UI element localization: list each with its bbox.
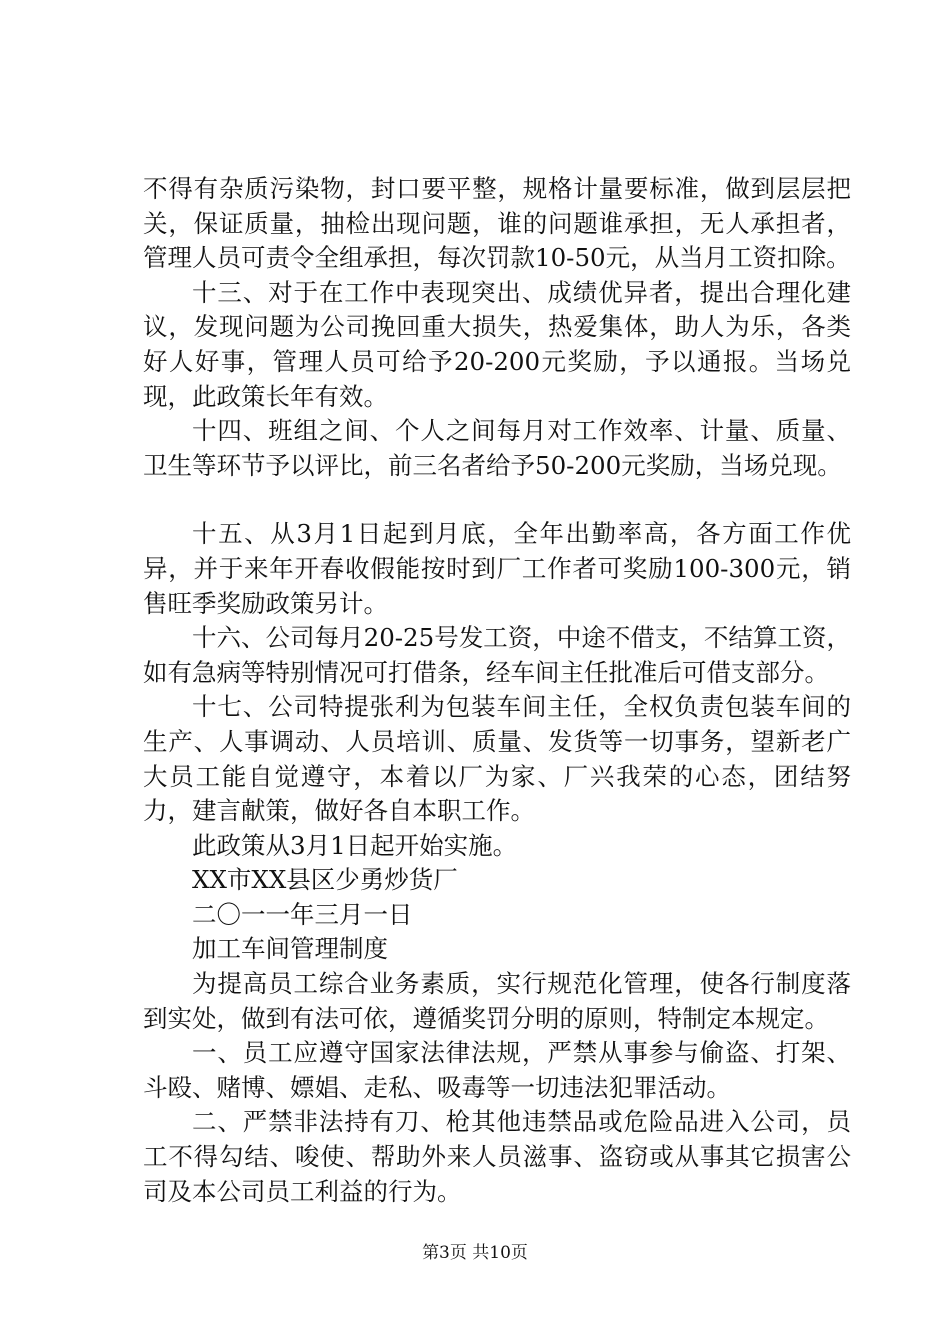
paragraph-rule-2: 二、严禁非法持有刀、枪其他违禁品或危险品进入公司，员工不得勾结、唆使、帮助外来人员滋事、盗窃或从事其它损害公司及本公司员工利益的行为。 — [143, 1107, 851, 1206]
paragraph-item-15: 十五、从3月1日起到月底，全年出勤率高，各方面工作优异，并于来年开春收假能按时到厂工作者可奖励100-300元，销售旺季奖励政策另计。 — [143, 519, 851, 618]
paragraph-rule-1: 一、员工应遵守国家法律法规，严禁从事参与偷盗、打架、斗殴、赌博、嫖娼、走私、吸毒等一切违法犯罪活动。 — [143, 1038, 851, 1102]
page-footer: 第3页 共10页 — [422, 1243, 528, 1263]
document-body — [143, 172, 851, 1209]
paragraph-issuer: XX市XX县区少勇炒货厂 — [192, 865, 458, 895]
section-title: 加工车间管理制度 — [192, 934, 388, 964]
paragraph-item-17: 十七、公司特提张利为包装车间主任，全权负责包装车间的生产、人事调动、人员培训、质量、发货等一切事务，望新老广大员工能自觉遵守，本着以厂为家、厂兴我荣的心态，团结努力，建言献策，做好各自本职工作。 — [143, 692, 851, 826]
paragraph-item-13: 十三、对于在工作中表现突出、成绩优异者，提出合理化建议，发现问题为公司挽回重大损失，热爱集体，助人为乐，各类好人好事，管理人员可给予20-200元奖励，予以通报。当场兑现，此政策长年有效。 — [143, 277, 851, 411]
paragraph-gap — [143, 483, 851, 517]
paragraph-item-14: 十四、班组之间、个人之间每月对工作效率、计量、质量、卫生等环节予以评比，前三名者给予50-200元奖励，当场兑现。 — [143, 416, 851, 480]
paragraph-preamble: 为提高员工综合业务素质，实行规范化管理，使各行制度落到实处，做到有法可依，遵循奖罚分明的原则，特制定本规定。 — [143, 969, 851, 1033]
paragraph-continuation: 不得有杂质污染物，封口要平整，规格计量要标准，做到层层把关，保证质量，抽检出现问题，谁的问题谁承担，无人承担者，管理人员可责令全组承担，每次罚款10-50元，从当月工资扣除。 — [143, 174, 851, 273]
paragraph-item-16: 十六、公司每月20-25号发工资，中途不借支，不结算工资，如有急病等特别情况可打借条，经车间主任批准后可借支部分。 — [143, 623, 851, 687]
paragraph-effective-date: 此政策从3月1日起开始实施。 — [192, 830, 518, 860]
paragraph-issue-date: 二〇一一年三月一日 — [192, 899, 413, 929]
